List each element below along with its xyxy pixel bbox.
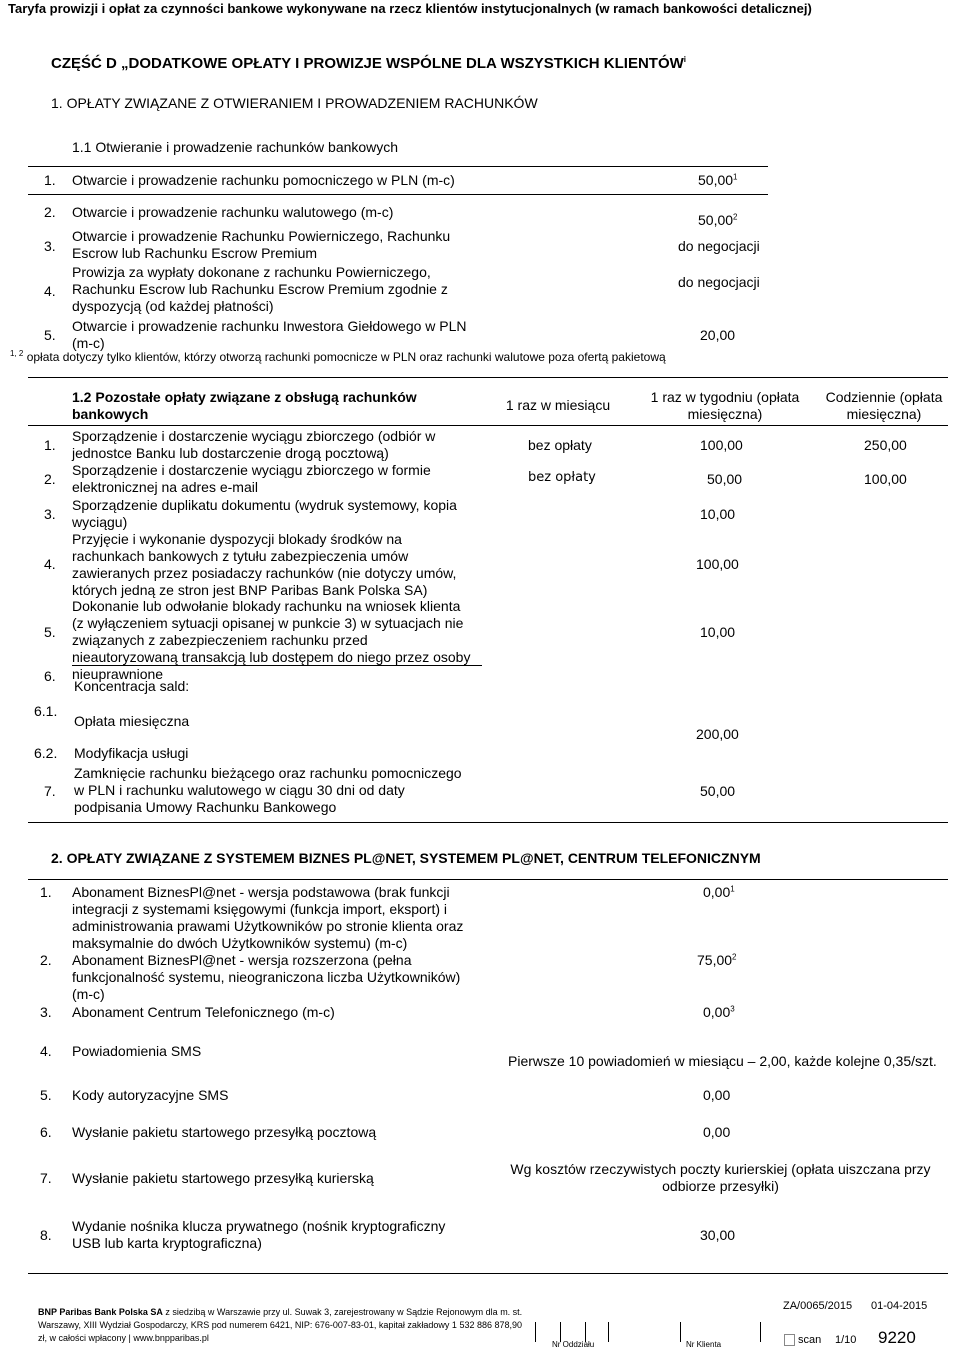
fee-footnote: 1 (733, 172, 738, 182)
divider (72, 665, 482, 666)
t2-row-desc: Abonament Centrum Telefonicznego (m-c) (72, 1004, 335, 1020)
footer-box-divider (560, 1322, 561, 1342)
footer-line-1-text: z siedzibą w Warszawie przy ul. Suwak 3, zarejestrowany w Sądzie Rejonowym dla m. st. (162, 1307, 523, 1317)
subsection-1-1-title: 1.1 Otwieranie i prowadzenie rachunków bankowych (72, 139, 399, 155)
t11-row-desc: Otwarcie i prowadzenie rachunku Inwestora Giełdowego w PLN (m-c) (72, 318, 467, 351)
t12-row-desc: Dokonanie lub odwołanie blokady rachunku na wniosek klienta (z wyłączeniem sytuacji opisanej w punkcie 3) w sytuacjach nie związanych z zabezpieczeniem rachunku przed nieautoryzowaną transakcją lub dostępem do niego przez osoby nieuprawnione (72, 598, 471, 682)
t11-row-desc: Prowizja za wypłaty dokonane z rachunku Powierniczego, Rachunku Escrow lub Rachunku Escrow Premium zgodnie z dyspozycją (od każdej płatności) (72, 264, 448, 314)
t2-row-num: 2. (40, 952, 52, 968)
t11-row-num: 3. (44, 238, 56, 254)
t11-row-desc: Otwarcie i prowadzenie Rachunku Powierniczego, Rachunku Escrow lub Rachunku Escrow Premium (72, 228, 451, 261)
t2-row-num: 8. (40, 1227, 52, 1243)
t12-header-weekly: 1 raz w tygodniu (opłata miesięczna) (650, 389, 800, 422)
section-2-title: 2. OPŁATY ZWIĄZANE Z SYSTEMEM BIZNES PL@NET, SYSTEMEM PL@NET, CENTRUM TELEFONICZNYM (51, 850, 761, 866)
t11-row-num: 1. (44, 172, 56, 188)
part-title-text: CZĘŚĆ D „DODATKOWE OPŁATY I PROWIZJE WSPÓLNE DLA WSZYSTKICH KLIENTÓW (51, 55, 684, 72)
t11-row-desc: Otwarcie i prowadzenie rachunku walutowego (m-c) (72, 204, 394, 220)
t2-row-desc: Kody autoryzacyjne SMS (72, 1087, 229, 1103)
footer-box-divider (760, 1322, 761, 1342)
fee-footnote: 2 (732, 952, 737, 962)
t12-row-fee: 100,00 (696, 556, 739, 572)
footer-box-divider (608, 1322, 609, 1342)
footnote-marker: 1, 2 (10, 349, 24, 358)
divider (28, 194, 768, 195)
t2-row-fee: Wg kosztów rzeczywistych poczty kurierskiej (opłata uiszczana przy odbiorze przesyłki) (510, 1161, 931, 1194)
t2-row-fee (703, 884, 735, 901)
t12-row-fee: 50,00 (700, 783, 736, 799)
footer-bank-name: BNP Paribas Bank Polska SA (38, 1307, 163, 1317)
fee-footnote: 2 (733, 212, 738, 222)
t12-row-num: 4. (44, 556, 56, 572)
divider (28, 879, 948, 880)
part-title-footnote: i (683, 55, 687, 64)
t2-row-fee (697, 952, 737, 969)
divider (28, 1273, 948, 1274)
fee-value: 75,00 (697, 952, 733, 968)
t2-row-fee: 0,00 (703, 1124, 731, 1140)
t12-row-fee: 200,00 (696, 726, 739, 742)
t2-row-num: 5. (40, 1087, 52, 1103)
t11-row-num: 4. (44, 283, 56, 299)
t2-row-num: 1. (40, 884, 52, 900)
t12-header-monthly: 1 raz w miesiącu (505, 397, 611, 413)
footer-scan-label: scan (798, 1334, 822, 1346)
divider (28, 822, 948, 823)
footer-page: 1/10 (835, 1334, 857, 1346)
t2-row-fee: 0,00 (703, 1087, 731, 1103)
t12-row-v1: bez opłaty (528, 470, 596, 485)
t12-header-daily: Codziennie (opłata miesięczna) (825, 389, 943, 422)
t12-row-desc: Koncentracja sald: (74, 678, 190, 694)
t12-row-num: 6. (44, 668, 56, 684)
document-header-title: Taryfa prowizji i opłat za czynności bankowe wykonywane na rzecz klientów instytucjonalnych (w ramach bankowości detalicznej) (8, 1, 812, 16)
t11-row-fee: do negocjacji (678, 274, 760, 290)
t12-row-num: 2. (44, 471, 56, 487)
t11-row-fee (698, 212, 738, 229)
t12-row-desc: Modyfikacja usługi (74, 745, 189, 761)
subsection-1-2-title: 1.2 Pozostałe opłaty związane z obsługą rachunków bankowych (72, 389, 417, 422)
t12-row-num: 7. (44, 783, 56, 799)
t2-row-desc: Wysłanie pakietu startowego przesyłką pocztową (72, 1124, 377, 1140)
t12-row-v3: 250,00 (864, 437, 907, 453)
t11-row-fee: 20,00 (700, 327, 736, 343)
footer-box-divider (535, 1322, 536, 1342)
footer-line-3: zł, w całości wpłacony | www.bnpparibas.pl (38, 1333, 209, 1343)
t12-row-desc: Przyjęcie i wykonanie dyspozycji blokady środków na rachunkach bankowych z tytułu zabezpieczenia umów zawieranych przez posiadaczy rachunków (nie dotyczy umów, których jedną ze stron jest BNP Paribas Bank Polska SA) (72, 531, 457, 598)
t2-row-desc: Wysłanie pakietu startowego przesyłką kurierską (72, 1170, 374, 1186)
footer-bank-info (38, 1306, 522, 1345)
t12-row-num: 6.2. (34, 745, 58, 761)
t12-row-num: 6.1. (34, 703, 58, 719)
footer-doc-number: ZA/0065/2015 (783, 1300, 853, 1312)
footer-label-client: Nr Klienta (686, 1340, 722, 1349)
t11-row-fee: do negocjacji (678, 238, 760, 254)
t12-row-v1: bez opłaty (528, 437, 592, 453)
t12-row-desc: Opłata miesięczna (74, 713, 190, 729)
footer-scan (784, 1334, 821, 1346)
t12-row-fee: 10,00 (700, 506, 736, 522)
footer-code: 9220 (878, 1328, 916, 1347)
t12-row-fee: 10,00 (700, 624, 736, 640)
fee-value: 0,00 (703, 884, 731, 900)
footer-line-2: Warszawy, XIII Wydział Gospodarczy, KRS pod numerem 6421, NIP: 676-007-83-01, kapitał zakładowy 1 532 886 878,90 (38, 1320, 523, 1330)
t11-row-num: 2. (44, 204, 56, 220)
t2-row-fee: Pierwsze 10 powiadomień w miesiącu – 2,00, każde kolejne 0,35/szt. (508, 1053, 937, 1069)
t2-row-num: 4. (40, 1043, 52, 1059)
footer-box-divider (585, 1322, 586, 1342)
t2-row-desc: Wydanie nośnika klucza prywatnego (nośnik kryptograficzny USB lub karta kryptograficzna) (72, 1218, 446, 1251)
t2-row-desc: Abonament BiznesPl@net - wersja rozszerzona (pełna funkcjonalność systemu, nieograniczona liczba Użytkowników) (m-c) (72, 952, 461, 1002)
footer-date: 01-04-2015 (871, 1300, 928, 1312)
section-1-title: 1. OPŁATY ZWIĄZANE Z OTWIERANIEM I PROWADZENIEM RACHUNKÓW (51, 95, 538, 111)
t11-row-desc: Otwarcie i prowadzenie rachunku pomocniczego w PLN (m-c) (72, 172, 455, 188)
t12-row-desc: Sporządzenie duplikatu dokumentu (wydruk systemowy, kopia wyciągu) (72, 497, 457, 530)
t2-row-desc: Powiadomienia SMS (72, 1043, 202, 1059)
fee-footnote: 1 (730, 884, 735, 894)
divider (28, 425, 948, 426)
fee-value: 0,00 (703, 1004, 731, 1020)
t12-row-v2: 100,00 (700, 437, 743, 453)
t2-row-num: 3. (40, 1004, 52, 1020)
t11-row-num: 5. (44, 327, 56, 343)
t12-row-num: 1. (44, 437, 56, 453)
checkbox-icon (784, 1334, 795, 1346)
t12-row-num: 5. (44, 624, 56, 640)
fee-value: 50,00 (698, 172, 734, 188)
t12-row-desc: Sporządzenie i dostarczenie wyciągu zbiorczego (odbiór w jednostce Banku lub dostarczenie drogą pocztową) (72, 428, 436, 461)
footnote-text: opłata dotyczy tylko klientów, którzy otworzą rachunki pomocnicze w PLN oraz rachunki walutowe poza ofertą pakietową (26, 350, 666, 364)
t2-row-fee: 30,00 (700, 1227, 736, 1243)
part-title (51, 55, 686, 72)
footnote-1-2 (10, 350, 666, 364)
footer-line-1 (38, 1306, 522, 1319)
footer-box-divider (680, 1322, 681, 1342)
t12-row-num: 3. (44, 506, 56, 522)
footer-label-branch: Nr Oddziału (552, 1340, 595, 1349)
t2-row-fee (703, 1004, 735, 1021)
t2-row-desc: Abonament BiznesPl@net - wersja podstawowa (brak funkcji integracji z systemami księgowymi (funkcja import, eksport) i administrowania prawami Użytkowników po stronie klienta oraz maksymalnie do dwóch Użytkowników systemu) (m-c) (72, 884, 464, 951)
t2-row-num: 6. (40, 1124, 52, 1140)
t12-row-desc: Sporządzenie i dostarczenie wyciągu zbiorczego w formie elektronicznej na adres e-mail (72, 462, 431, 495)
t11-row-fee (698, 172, 738, 189)
t12-row-v2: 50,00 (707, 471, 743, 487)
t12-row-v3: 100,00 (864, 471, 907, 487)
fee-footnote: 3 (730, 1004, 735, 1014)
t2-row-num: 7. (40, 1170, 52, 1186)
t12-row-desc: Zamknięcie rachunku bieżącego oraz rachunku pomocniczego w PLN i rachunku walutowego w ciągu 30 dni od daty podpisania Umowy Rachunku Bankowego (74, 765, 462, 815)
divider (28, 377, 948, 378)
fee-value: 50,00 (698, 212, 734, 228)
divider (28, 166, 768, 167)
